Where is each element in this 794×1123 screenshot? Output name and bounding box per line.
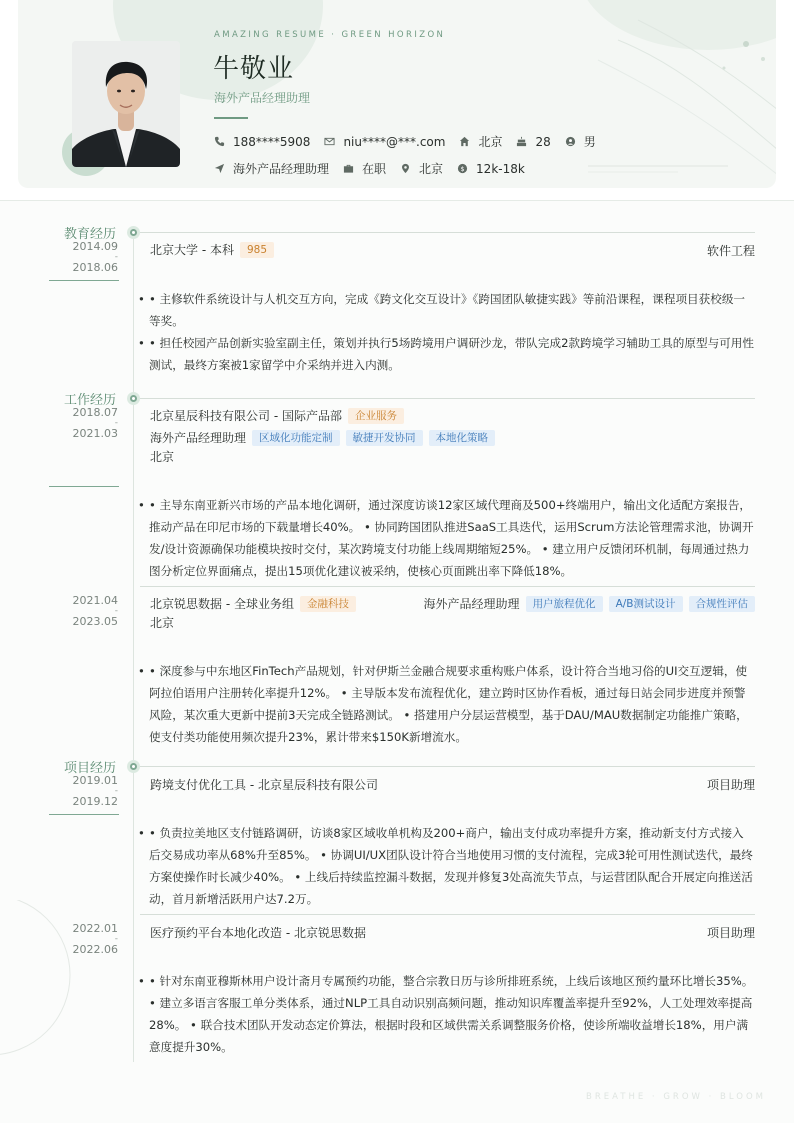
list-item: • • 深度参与中东地区FinTech产品规划，针对伊斯兰金融合规要求重构账户体系，设计符合当地习俗的UI交互逻辑，使阿拉伯语用户注册转化率提升12%。 • 主导版本发布流程优化，建立跨时区协作看板，通过每日站会同步进度并预警风险，某次重大更新中提前3天完成全链路测试。 • 搭建用户分层运营模型，基于DAU/MAU数据制定功能推广策略，使支付类功能使用频次提升23%，累计带来$150K新增流水。 (138, 660, 754, 748)
list-item: • • 主修软件系统设计与人机交互方向，完成《跨文化交互设计》《跨国团队敏捷实践》等前沿课程，课程项目获校级一等奖。 (138, 288, 754, 332)
date-separator: - (114, 934, 118, 944)
project-1-name (150, 776, 378, 793)
contact-info-row (214, 133, 610, 150)
education-major: 软件工程 (706, 244, 755, 258)
job-end: 2021.03 (72, 427, 118, 440)
contact-home (459, 133, 502, 150)
school-name: 北京大学 - 本科 (150, 243, 234, 257)
job-2-company-row (150, 595, 356, 612)
email-text: niu****@***.com (343, 134, 446, 149)
gender-text: 男 (583, 135, 596, 149)
contact-phone (214, 135, 310, 149)
briefcase-icon (343, 163, 354, 174)
home-icon (459, 136, 470, 147)
project-1-bullets (138, 822, 754, 910)
send-icon (214, 163, 225, 174)
timeline-dot-projects (127, 760, 140, 773)
timeline-dot-work (127, 392, 140, 405)
date-separator: - (114, 786, 118, 796)
company-name: 北京锐思数据 - 全球业务组 (150, 597, 294, 611)
job-1-bullets (138, 494, 754, 582)
section-rule (140, 586, 755, 587)
date-separator: - (114, 606, 118, 616)
job-status-text: 在职 (362, 162, 387, 176)
footer-tagline: BREATHE · GROW · BLOOM (586, 1092, 766, 1102)
job-2-role-row (424, 595, 755, 612)
avatar (72, 41, 180, 167)
company-name: 北京星辰科技有限公司 - 国际产品部 (150, 409, 342, 423)
project-start: 2019.01 (72, 774, 118, 787)
job-status (343, 160, 386, 177)
job-salary-text: 12k-18k (476, 161, 525, 176)
project-1-role: 项目助理 (706, 778, 755, 792)
date-separator: - (114, 418, 118, 428)
job-target-text: 海外产品经理助理 (233, 162, 330, 176)
education-bullets (138, 288, 754, 376)
industry-tag: 企业服务 (348, 408, 404, 424)
mail-icon (324, 136, 335, 147)
school-tag: 985 (240, 242, 274, 258)
job-2-dates (0, 595, 118, 627)
skill-tag: A/B测试设计 (609, 596, 683, 612)
contact-email (324, 135, 445, 149)
job-salary (457, 162, 525, 176)
job-1-city (150, 448, 174, 465)
list-item: • • 针对东南亚穆斯林用户设计斋月专属预约功能，整合宗教日历与诊所排班系统，上线后该地区预约量环比增长35%。 • 建立多语言客服工单分类体系，通过NLP工具自动识别高频问题，推动知识库覆盖率提升至92%，人工处理效率提高28%。 • 联合技术团队开发动态定价算法，根据时段和区域供需关系调整服务价格，使诊所端收益增长18%，用户满意度提升30%。 (138, 970, 754, 1058)
section-title-projects: 项目经历 (63, 761, 116, 776)
timeline-dot-education (127, 226, 140, 239)
contact-gender (565, 133, 596, 150)
job-target (214, 160, 329, 177)
project-2-role: 项目助理 (706, 926, 755, 940)
wave-decoration (578, 0, 776, 188)
job-city: 北京 (150, 450, 175, 464)
resume-tagline: AMAZING RESUME · GREEN HORIZON (214, 30, 446, 40)
job-city-text: 北京 (419, 162, 444, 176)
phone-icon (214, 136, 225, 147)
job-start: 2021.04 (72, 594, 118, 607)
gender-icon (565, 136, 576, 147)
candidate-name: 牛敬业 (213, 54, 295, 84)
date-separator: - (114, 252, 118, 262)
project-name: 跨境支付优化工具 - 北京星辰科技有限公司 (150, 778, 378, 792)
job-role: 海外产品经理助理 (423, 597, 520, 611)
money-icon (457, 163, 468, 174)
section-title-work: 工作经历 (63, 393, 116, 408)
industry-tag: 金融科技 (300, 596, 356, 612)
project-2-bullets (138, 970, 754, 1058)
section-rule (140, 398, 755, 399)
project-start: 2022.01 (72, 922, 118, 935)
job-city: 北京 (150, 616, 175, 630)
job-start: 2018.07 (72, 406, 118, 419)
svg-text:$: $ (460, 164, 465, 173)
section-rule (140, 766, 755, 767)
home-text: 北京 (478, 135, 503, 149)
skill-tag: 用户旅程优化 (526, 596, 603, 612)
portrait-icon (72, 41, 180, 167)
project-end: 2022.06 (72, 943, 118, 956)
skill-tag: 本地化策略 (429, 430, 496, 446)
job-1-dates (0, 407, 118, 439)
skill-tag: 区域化功能定制 (252, 430, 340, 446)
job-info-row (214, 160, 539, 177)
job-1-company-row (150, 407, 404, 424)
job-city (400, 160, 443, 177)
project-end: 2019.12 (72, 795, 118, 808)
phone-text: 188****5908 (233, 134, 311, 149)
job-2-city (150, 614, 174, 631)
title-underline (214, 117, 248, 119)
date-underline (49, 814, 119, 815)
project-1-dates (0, 775, 118, 807)
contact-age (516, 135, 550, 149)
education-start: 2014.09 (72, 240, 118, 253)
project-name: 医疗预约平台本地化改造 - 北京锐思数据 (150, 926, 366, 940)
project-2-name (150, 924, 366, 941)
list-item: • • 负责拉美地区支付链路调研，访谈8家区域收单机构及200+商户，输出支付成功率提升方案，推动新支付方式接入后交易成功率从68%升至85%。 • 协调UI/UX团队设计符合当地使用习惯的支付流程，完成3轮可用性测试迭代，最终方案使操作时长减少40%。 • 上线后持续监控漏斗数据，发现并修复3处高流失节点，与运营团队配合开展定向推送活动，首月新增活跃用户达7.2万。 (138, 822, 754, 910)
section-title-education: 教育经历 (63, 227, 116, 242)
education-dates (0, 241, 118, 273)
candidate-subtitle: 海外产品经理助理 (214, 91, 311, 105)
education-end: 2018.06 (72, 261, 118, 274)
age-text: 28 (535, 134, 551, 149)
timeline-line (133, 232, 134, 1062)
list-item: • • 担任校园产品创新实验室副主任，策划并执行5场跨境用户调研沙龙，带队完成2款跨境学习辅助工具的原型与可用性测试，最终方案被1家留学中介采纳并进入内测。 (138, 332, 754, 376)
education-header (150, 241, 274, 258)
job-2-bullets (138, 660, 754, 748)
job-role: 海外产品经理助理 (150, 431, 247, 445)
skill-tag: 合规性评估 (689, 596, 756, 612)
project-2-dates (0, 923, 118, 955)
list-item: • • 主导东南亚新兴市场的产品本地化调研，通过深度访谈12家区域代理商及500+终端用户，输出文化适配方案报告，推动产品在印尼市场的下载量增长40%。 • 协同跨国团队推进SaaS工具迭代，运用Scrum方法论管理需求池，协调开发/设计资源确保功能模块按时交付，某次跨境支付功能上线周期缩短25%。 • 建立用户反馈闭环机制，每周通过热力图分析定位界面痛点，提出15项优化建议被采纳，使核心页面跳出率下降低18%。 (138, 494, 754, 582)
cake-icon (516, 136, 527, 147)
location-icon (400, 163, 411, 174)
section-rule (140, 914, 755, 915)
skill-tag: 敏捷开发协同 (346, 430, 423, 446)
job-1-role-row (150, 429, 495, 446)
job-end: 2023.05 (72, 615, 118, 628)
date-underline (49, 280, 119, 281)
date-underline (49, 486, 119, 487)
section-rule (140, 232, 755, 233)
